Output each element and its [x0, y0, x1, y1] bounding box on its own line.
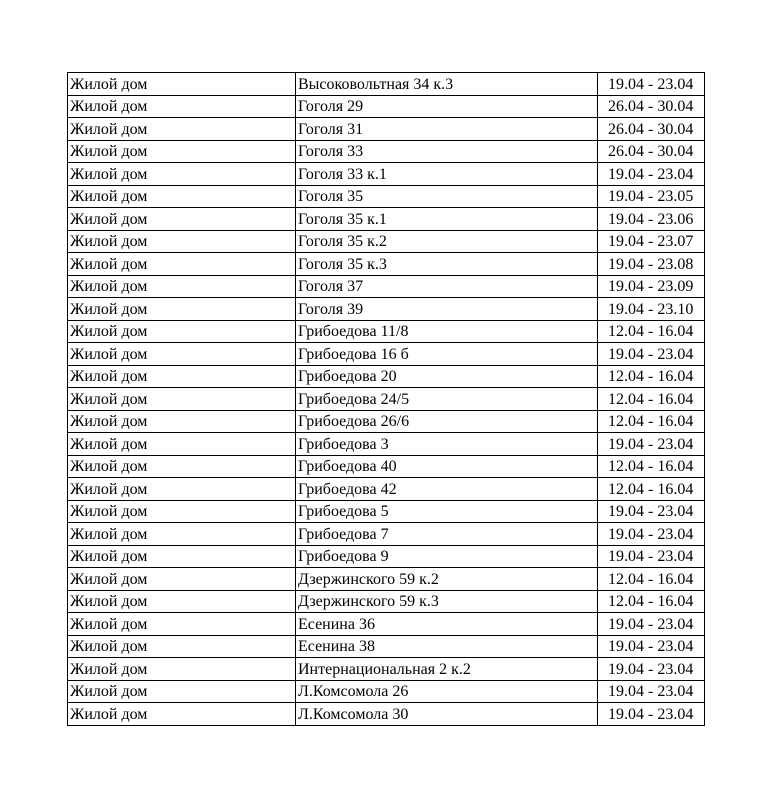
table-row [68, 658, 705, 681]
address-cell: Есенина 38 [296, 635, 598, 658]
date-range-cell: 19.04 - 23.04 [598, 680, 705, 703]
building-type-cell: Жилой дом [68, 365, 296, 388]
date-range-cell: 19.04 - 23.04 [598, 545, 705, 568]
date-range-cell: 12.04 - 16.04 [598, 410, 705, 433]
building-type-cell: Жилой дом [68, 658, 296, 681]
table-row [68, 320, 705, 343]
address-cell: Гоголя 39 [296, 298, 598, 321]
address-cell: Высоковольтная 34 к.3 [296, 73, 598, 96]
building-type-cell: Жилой дом [68, 140, 296, 163]
address-cell: Грибоедова 40 [296, 455, 598, 478]
date-range-cell: 26.04 - 30.04 [598, 118, 705, 141]
date-range-cell: 19.04 - 23.04 [598, 500, 705, 523]
address-cell: Дзержинского 59 к.3 [296, 590, 598, 613]
table-row [68, 500, 705, 523]
date-range-cell: 12.04 - 16.04 [598, 590, 705, 613]
building-type-cell: Жилой дом [68, 320, 296, 343]
table-row [68, 590, 705, 613]
address-cell: Л.Комсомола 30 [296, 703, 598, 726]
table-row [68, 478, 705, 501]
table-row [68, 253, 705, 276]
building-type-cell: Жилой дом [68, 545, 296, 568]
date-range-cell: 19.04 - 23.10 [598, 298, 705, 321]
date-range-cell: 12.04 - 16.04 [598, 388, 705, 411]
building-type-cell: Жилой дом [68, 478, 296, 501]
table-row [68, 163, 705, 186]
table-row [68, 703, 705, 726]
date-range-cell: 12.04 - 16.04 [598, 320, 705, 343]
building-type-cell: Жилой дом [68, 230, 296, 253]
date-range-cell: 19.04 - 23.04 [598, 73, 705, 96]
address-cell: Грибоедова 7 [296, 523, 598, 546]
building-type-cell: Жилой дом [68, 163, 296, 186]
date-range-cell: 26.04 - 30.04 [598, 140, 705, 163]
address-cell: Гоголя 33 [296, 140, 598, 163]
date-range-cell: 26.04 - 30.04 [598, 95, 705, 118]
date-range-cell: 12.04 - 16.04 [598, 455, 705, 478]
address-cell: Грибоедова 9 [296, 545, 598, 568]
building-type-cell: Жилой дом [68, 433, 296, 456]
table-row [68, 185, 705, 208]
building-type-cell: Жилой дом [68, 73, 296, 96]
address-cell: Гоголя 29 [296, 95, 598, 118]
date-range-cell: 19.04 - 23.04 [598, 613, 705, 636]
building-type-cell: Жилой дом [68, 455, 296, 478]
table-row [68, 523, 705, 546]
table-row [68, 410, 705, 433]
address-cell: Гоголя 31 [296, 118, 598, 141]
address-cell: Л.Комсомола 26 [296, 680, 598, 703]
building-type-cell: Жилой дом [68, 275, 296, 298]
address-cell: Дзержинского 59 к.2 [296, 568, 598, 591]
building-type-cell: Жилой дом [68, 590, 296, 613]
building-type-cell: Жилой дом [68, 185, 296, 208]
building-type-cell: Жилой дом [68, 118, 296, 141]
building-type-cell: Жилой дом [68, 568, 296, 591]
table-row [68, 118, 705, 141]
address-cell: Гоголя 35 [296, 185, 598, 208]
address-cell: Есенина 36 [296, 613, 598, 636]
date-range-cell: 12.04 - 16.04 [598, 365, 705, 388]
address-cell: Грибоедова 20 [296, 365, 598, 388]
table-row [68, 230, 705, 253]
address-cell: Гоголя 37 [296, 275, 598, 298]
table-row [68, 298, 705, 321]
address-cell: Грибоедова 5 [296, 500, 598, 523]
address-cell: Грибоедова 26/6 [296, 410, 598, 433]
address-cell: Гоголя 35 к.1 [296, 208, 598, 231]
address-cell: Грибоедова 42 [296, 478, 598, 501]
address-cell: Грибоедова 3 [296, 433, 598, 456]
address-cell: Гоголя 35 к.2 [296, 230, 598, 253]
table-row [68, 433, 705, 456]
address-cell: Гоголя 35 к.3 [296, 253, 598, 276]
date-range-cell: 19.04 - 23.04 [598, 343, 705, 366]
table-row [68, 95, 705, 118]
table-row [68, 613, 705, 636]
date-range-cell: 19.04 - 23.08 [598, 253, 705, 276]
date-range-cell: 12.04 - 16.04 [598, 478, 705, 501]
date-range-cell: 19.04 - 23.06 [598, 208, 705, 231]
building-type-cell: Жилой дом [68, 95, 296, 118]
date-range-cell: 19.04 - 23.09 [598, 275, 705, 298]
table-row [68, 545, 705, 568]
schedule-table [67, 72, 705, 726]
date-range-cell: 12.04 - 16.04 [598, 568, 705, 591]
date-range-cell: 19.04 - 23.04 [598, 658, 705, 681]
building-type-cell: Жилой дом [68, 343, 296, 366]
building-type-cell: Жилой дом [68, 613, 296, 636]
date-range-cell: 19.04 - 23.04 [598, 703, 705, 726]
date-range-cell: 19.04 - 23.05 [598, 185, 705, 208]
date-range-cell: 19.04 - 23.04 [598, 433, 705, 456]
building-type-cell: Жилой дом [68, 500, 296, 523]
building-type-cell: Жилой дом [68, 253, 296, 276]
building-type-cell: Жилой дом [68, 703, 296, 726]
building-type-cell: Жилой дом [68, 208, 296, 231]
building-type-cell: Жилой дом [68, 680, 296, 703]
building-type-cell: Жилой дом [68, 410, 296, 433]
building-type-cell: Жилой дом [68, 298, 296, 321]
table-row [68, 365, 705, 388]
table-row [68, 140, 705, 163]
table-row [68, 208, 705, 231]
building-type-cell: Жилой дом [68, 635, 296, 658]
table-row [68, 73, 705, 96]
table-row [68, 568, 705, 591]
date-range-cell: 19.04 - 23.04 [598, 523, 705, 546]
table-row [68, 275, 705, 298]
building-type-cell: Жилой дом [68, 388, 296, 411]
date-range-cell: 19.04 - 23.04 [598, 635, 705, 658]
table-row [68, 635, 705, 658]
address-cell: Интернациональная 2 к.2 [296, 658, 598, 681]
address-cell: Грибоедова 16 б [296, 343, 598, 366]
schedule-table-body [68, 73, 705, 726]
table-row [68, 455, 705, 478]
table-row [68, 343, 705, 366]
date-range-cell: 19.04 - 23.07 [598, 230, 705, 253]
date-range-cell: 19.04 - 23.04 [598, 163, 705, 186]
building-type-cell: Жилой дом [68, 523, 296, 546]
table-row [68, 680, 705, 703]
address-cell: Грибоедова 24/5 [296, 388, 598, 411]
address-cell: Грибоедова 11/8 [296, 320, 598, 343]
address-cell: Гоголя 33 к.1 [296, 163, 598, 186]
table-row [68, 388, 705, 411]
